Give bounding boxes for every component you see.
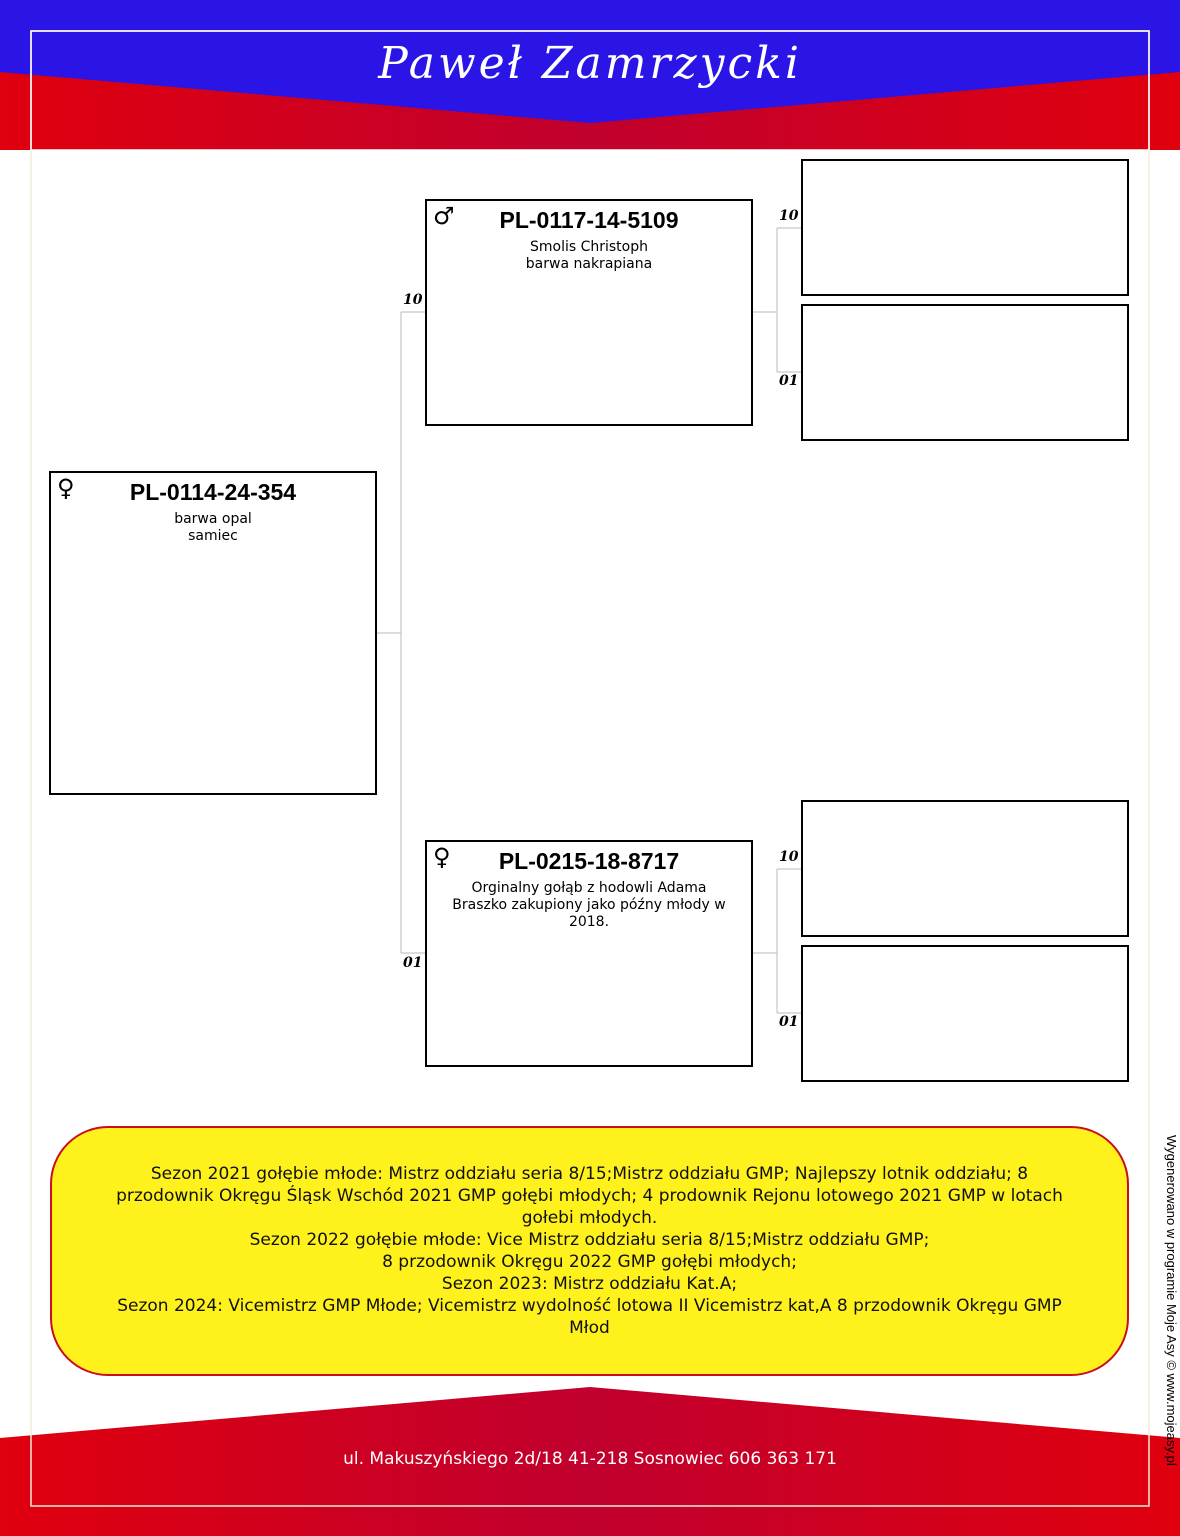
achievements-panel: [50, 1126, 1129, 1376]
mother-gen-label: 01: [403, 955, 423, 971]
paternal-grandmother-card[interactable]: [801, 304, 1129, 441]
father-color: barwa nakrapiana: [525, 256, 653, 272]
father-card[interactable]: [425, 199, 753, 426]
maternal-grandfather-card[interactable]: [801, 800, 1129, 937]
father-ring-number: PL-0117-14-5109: [499, 207, 679, 233]
notes-line: Sezon 2021 gołębie młode: Mistrz oddziału seria 8/15;Mistrz oddziału GMP; Najlepszy lotnik oddziału; 8 przodownik Okręgu Śląsk Wschód 2021 GMP gołębi młodych; 4 prodownik Rejonu lotowego 2021 GMP w lotach gołebi młodych.: [116, 1164, 1063, 1228]
female-icon: ♀: [57, 474, 75, 502]
female-icon: ♀: [433, 843, 451, 871]
notes-line: 8 przodownik Okręgu 2022 GMP gołębi młodych;: [382, 1252, 797, 1272]
notes-line: Sezon 2022 gołębie młode: Vice Mistrz oddziału seria 8/15;Mistrz oddziału GMP;: [249, 1230, 930, 1250]
mm-gen-label: 01: [779, 1014, 799, 1030]
male-icon: ♂: [433, 202, 455, 230]
generator-note: [1161, 1135, 1180, 1507]
subject-card[interactable]: [49, 471, 377, 795]
generator-note-text: Wygenerowano w programie Moje Asy © www.mojeasy.pl: [1164, 1135, 1179, 1466]
paternal-grandfather-card[interactable]: [801, 159, 1129, 296]
ff-gen-label: 10: [779, 208, 799, 224]
fm-gen-label: 01: [779, 373, 799, 389]
breeder-name: Paweł Zamrzycki: [378, 38, 802, 89]
notes-line: Sezon 2024: Vicemistrz GMP Młode; Vicemistrz wydolność lotowa II Vicemistrz kat,A 8 przodownik Okręgu GMP Młod: [117, 1296, 1062, 1338]
mf-gen-label: 10: [779, 849, 799, 865]
mother-card[interactable]: [425, 840, 753, 1067]
mother-ring-number: PL-0215-18-8717: [498, 848, 680, 874]
notes-line: Sezon 2023: Mistrz oddziału Kat.A;: [441, 1274, 738, 1294]
subject-sex-note: samiec: [188, 528, 238, 544]
subject-ring-number: PL-0114-24-354: [129, 479, 297, 505]
footer-address: ul. Makuszyńskiego 2d/18 41-218 Sosnowiec 606 363 171: [343, 1449, 837, 1469]
father-gen-label: 10: [403, 292, 423, 308]
father-breeder: Smolis Christoph: [529, 239, 648, 255]
mother-description: Orginalny gołąb z hodowli Adama Braszko zakupiony jako późny młody w 2018.: [452, 880, 726, 930]
subject-color: barwa opal: [174, 511, 252, 527]
maternal-grandmother-card[interactable]: [801, 945, 1129, 1082]
